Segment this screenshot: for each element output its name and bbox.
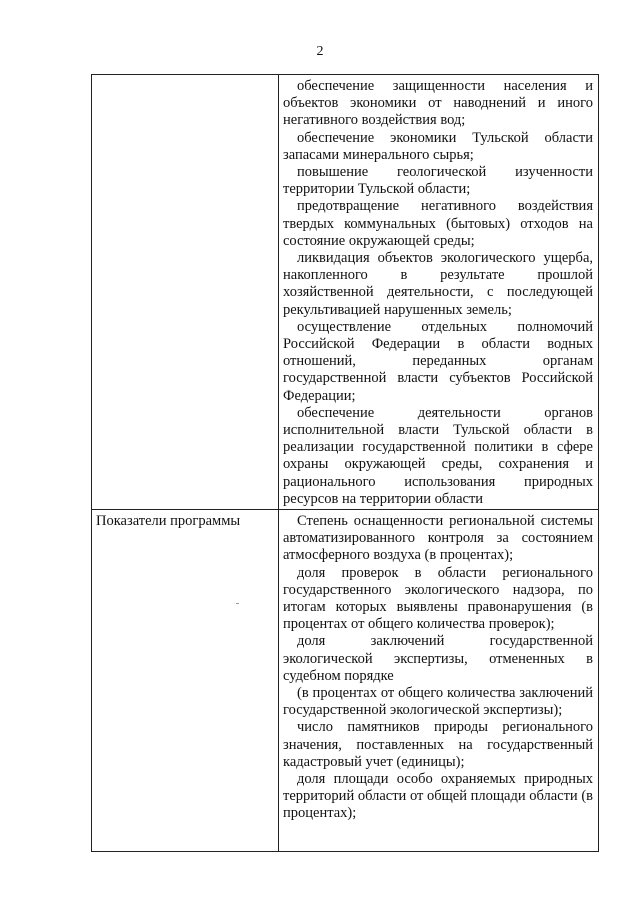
row-separator [92, 509, 598, 510]
row2-item: Степень оснащенности региональной системы автоматизированного контроля за состоянием атмосферного воздуха (в процентах); [283, 513, 593, 564]
row1-item: осуществление отдельных полномочий Российской Федерации в области водных отношений, переданных органам государственной власти субъектов Российской Федерации; [283, 318, 593, 404]
row2-item: доля проверок в области регионального государственного экологического надзора, по итогам которых выявлены правонарушения (в процентах от общего количества проверок); [283, 564, 593, 633]
row1-item: ликвидация объектов экологического ущерба, накопленного в результате прошлой хозяйственной деятельности, с последующей рекультивацией нарушенных земель; [283, 250, 593, 318]
row2-item: число памятников природы регионального значения, поставленных на государственный кадастровый учет (единицы); [283, 719, 593, 770]
row1-item: предотвращение негативного воздействия твердых коммунальных (бытовых) отходов на состояние окружающей среды; [283, 198, 593, 249]
row1-content-cell [283, 78, 593, 508]
row1-item: обеспечение защищенности населения и объектов экономики от наводнений и иного негативного воздействия вод; [283, 78, 593, 129]
row2-item: доля заключений государственной экологической экспертизы, отмененных в судебном порядке [283, 633, 593, 684]
row1-item: обеспечение экономики Тульской области запасами минерального сырья; [283, 129, 593, 163]
row2-label-cell: Показатели программы [96, 513, 241, 529]
page-number: 2 [316, 44, 324, 59]
row1-item: обеспечение деятельности органов исполнительной власти Тульской области в реализации государственной политики в сфере охраны окружающей среды, сохранения и рационального использования природных ресурсов на территории области [283, 404, 593, 507]
row2-item: доля площади особо охраняемых природных территорий области от общей площади области (в процентах); [283, 771, 593, 822]
row1-item: повышение геологической изученности территории Тульской области; [283, 164, 593, 198]
row2-content-cell [283, 513, 593, 823]
scan-speck [236, 603, 239, 604]
row2-item: (в процентах от общего количества заключений государственной экологической экспертизы); [283, 685, 593, 719]
program-passport-table [91, 74, 599, 852]
column-divider [278, 75, 279, 851]
